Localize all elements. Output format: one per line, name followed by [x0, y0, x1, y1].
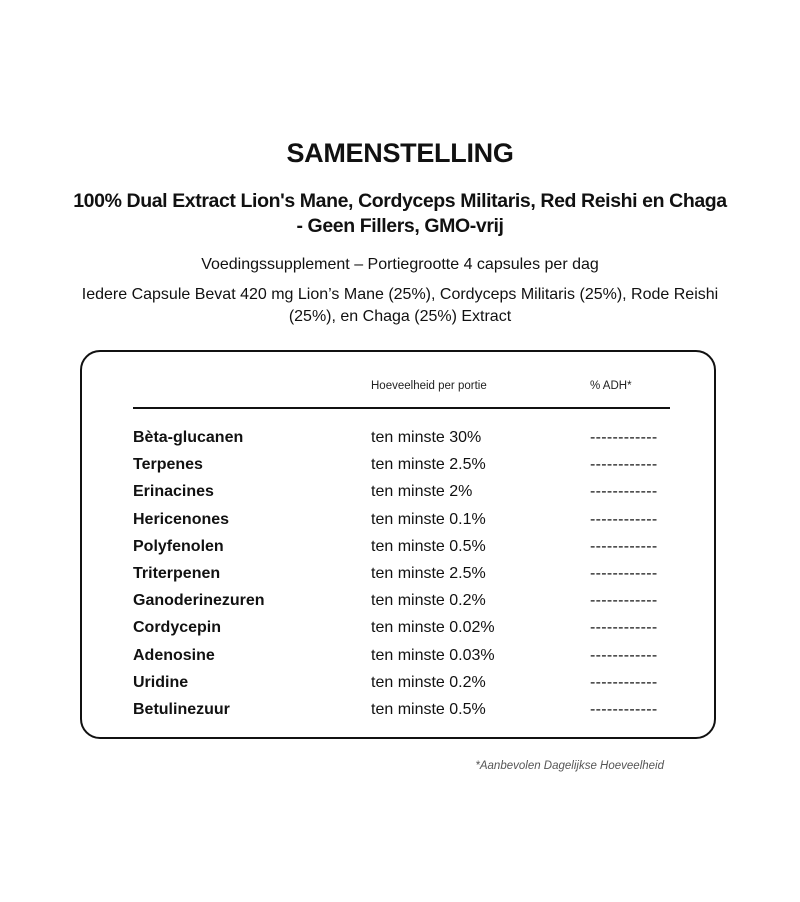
ingredient-name: Triterpenen	[133, 564, 221, 582]
table-row	[82, 483, 714, 510]
ingredient-name: Cordycepin	[133, 619, 222, 637]
page-title: SAMENSTELLING	[286, 138, 514, 168]
serving-info: Voedingssupplement – Portiegrootte 4 capsules per dag	[201, 256, 599, 273]
ingredient-adh: ------------	[590, 456, 658, 474]
column-header-adh: % ADH*	[590, 380, 632, 392]
ingredient-name: Uridine	[133, 673, 189, 691]
ingredient-adh: ------------	[590, 646, 658, 664]
ingredient-amount: ten minste 0.5%	[371, 700, 486, 718]
ingredient-amount: ten minste 0.2%	[371, 673, 486, 691]
ingredient-name: Erinacines	[133, 483, 214, 501]
composition-table	[80, 350, 716, 739]
ingredient-name: Ganoderinezuren	[133, 592, 265, 610]
ingredient-name: Polyfenolen	[133, 537, 224, 555]
ingredient-adh: ------------	[590, 673, 658, 691]
ingredient-amount: ten minste 30%	[371, 429, 482, 446]
table-row	[82, 538, 714, 565]
ingredient-name: Hericenones	[133, 510, 230, 528]
ingredient-amount: ten minste 2.5%	[371, 564, 486, 582]
table-row	[82, 592, 714, 619]
table-row	[82, 429, 714, 456]
ingredient-adh: ------------	[590, 429, 658, 446]
ingredient-amount: ten minste 0.5%	[371, 537, 486, 555]
ingredient-name: Adenosine	[133, 646, 215, 664]
table-row	[82, 647, 714, 674]
ingredient-adh: ------------	[590, 483, 658, 501]
ingredient-amount: ten minste 0.03%	[371, 646, 495, 664]
ingredient-adh: ------------	[590, 619, 658, 637]
ingredient-adh: ------------	[590, 700, 658, 718]
table-row	[82, 511, 714, 538]
footnote: *Aanbevolen Dagelijkse Hoeveelheid	[475, 760, 664, 772]
table-row	[82, 619, 714, 646]
ingredient-name: Bèta-glucanen	[133, 429, 244, 446]
column-header-amount: Hoeveelheid per portie	[371, 380, 487, 392]
table-row	[82, 456, 714, 483]
ingredient-amount: ten minste 2%	[371, 483, 473, 501]
ingredient-adh: ------------	[590, 510, 658, 528]
ingredient-adh: ------------	[590, 537, 658, 555]
ingredient-amount: ten minste 0.02%	[371, 619, 495, 637]
capsule-info: Iedere Capsule Bevat 420 mg Lion’s Mane (25%), Cordyceps Militaris (25%), Rode Reishi (25%), en Chaga (25%) Extract	[81, 286, 719, 325]
ingredient-name: Terpenes	[133, 456, 203, 474]
table-row	[82, 701, 714, 728]
ingredient-adh: ------------	[590, 564, 658, 582]
ingredient-adh: ------------	[590, 592, 658, 610]
table-row	[82, 674, 714, 701]
table-row	[82, 565, 714, 592]
ingredient-amount: ten minste 2.5%	[371, 456, 486, 474]
ingredient-amount: ten minste 0.1%	[371, 510, 486, 528]
table-body	[82, 429, 714, 728]
ingredient-amount: ten minste 0.2%	[371, 592, 486, 610]
ingredient-name: Betulinezuur	[133, 700, 230, 718]
header-divider	[133, 407, 670, 409]
product-subtitle: 100% Dual Extract Lion's Mane, Cordyceps Militaris, Red Reishi en Chaga - Geen Fillers, GMO-vrij	[73, 190, 727, 237]
